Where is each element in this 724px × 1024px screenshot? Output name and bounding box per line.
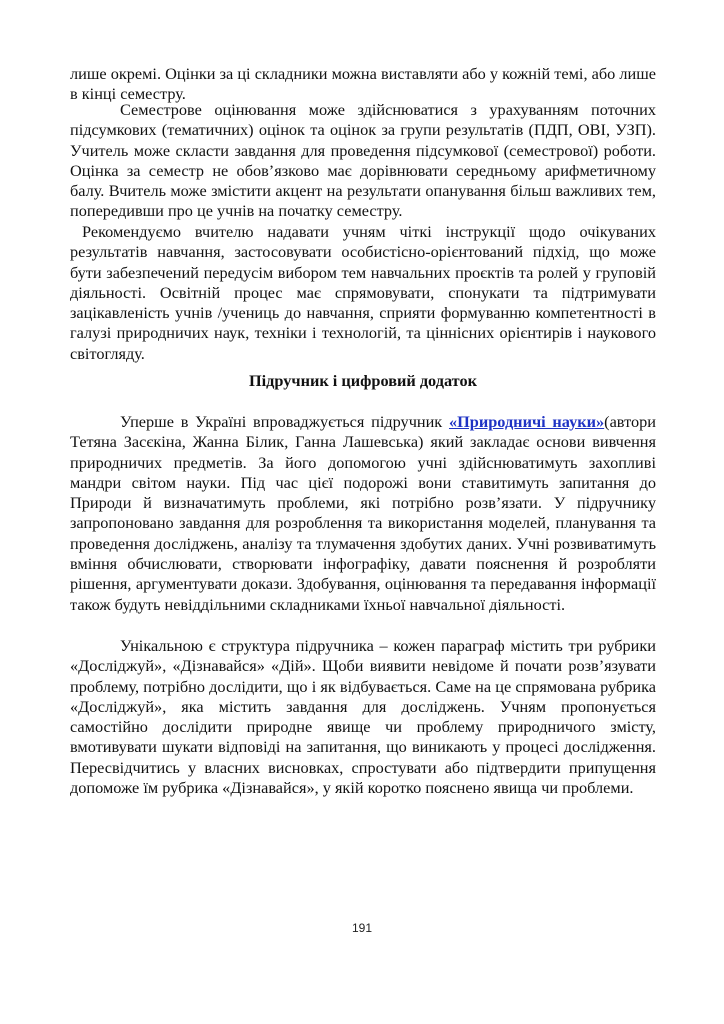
paragraph-textbook-intro-lead: Уперше в Україні впроваджується підручник — [120, 412, 449, 431]
section-heading-textbook: Підручник і цифровий додаток — [248, 371, 477, 390]
paragraph-textbook-structure: Унікальною є структура підручника – кожен параграф містить три рубрики «Досліджуй», «Дізнавайся» «Дій». Щоби виявити невідоме й почати розв’язувати проблему, потрібно дослідити, що і як відбувається. Саме на це спрямована рубрика «Досліджуй», яка містить завдання для досліджень. Учням пропонується самостійно дослідити природне явище чи проблему природничого змісту, вмотивувати шукати відповіді на запитання, що виникають у процесі дослідження. Пересвідчитись у власних висновках, спростувати або підтвердити припущення допоможе їм рубрика «Дізнавайся», у якій коротко пояснено явища чи проблеми. — [70, 636, 656, 798]
textbook-title-link[interactable]: «Природничі науки» — [448, 412, 605, 431]
paragraph-semester-assessment: Семестрове оцінювання може здійснюватися з урахуванням поточних підсумкових (тематичних) оцінок та оцінок за групи результатів (ПДП, ОВІ, УЗП). Учитель може скласти завдання для проведення підсумкової (семестрової) роботи. Оцінка за семестр не обов’язково має дорівнювати середньому арифметичному балу. Вчитель може змістити акцент на результати опанування більш важливих тем, попередивши про це учнів на початку семестру. — [70, 100, 656, 221]
paragraph-teacher-recommendations: Рекомендуємо вчителю надавати учням чіткі інструкції щодо очікуваних результатів навчання, застосовувати особистісно-орієнтований підхід, що може бути забезпечений передусім вибором тем навчальних проєктів та ролей у груповій діяльності. Освітній процес має спрямовувати, спонукати та підтримувати зацікавленість учнів /учениць до навчання, сприяти формуванню компетентності в галузі природничих наук, техніки і технологій, та ціннісних орієнтирів і наукового світогляду. — [70, 222, 656, 363]
paragraph-textbook-intro — [70, 412, 656, 615]
paragraph-semester-grades-end: лише окремі. Оцінки за ці складники можна виставляти або у кожній темі, або лише в кінці семестру. — [70, 64, 656, 104]
paragraph-textbook-intro-body: (автори Тетяна Засєкіна, Жанна Білик, Ганна Лашевська) який закладає основи вивчення природничих предметів. За його допомогою учні здійснюватимуть захопливі мандри світом науки. Під час цієї подорожі вони ставитимуть запитання до Природи й визначатимуть проблеми, які потрібно розв’язати. У підручнику запропоновано завдання для розроблення та використання моделей, планування та проведення досліджень, аналізу та тлумачення здобутих даних. Учні розвиватимуть вміння обчислювати, створювати інфографіку, давати пояснення й розробляти рішення, аргументувати докази. Здобування, оцінювання та передавання інформації також будуть невіддільними складниками їхньої навчальної діяльності. — [70, 412, 656, 614]
page-number: 191 — [351, 921, 373, 935]
